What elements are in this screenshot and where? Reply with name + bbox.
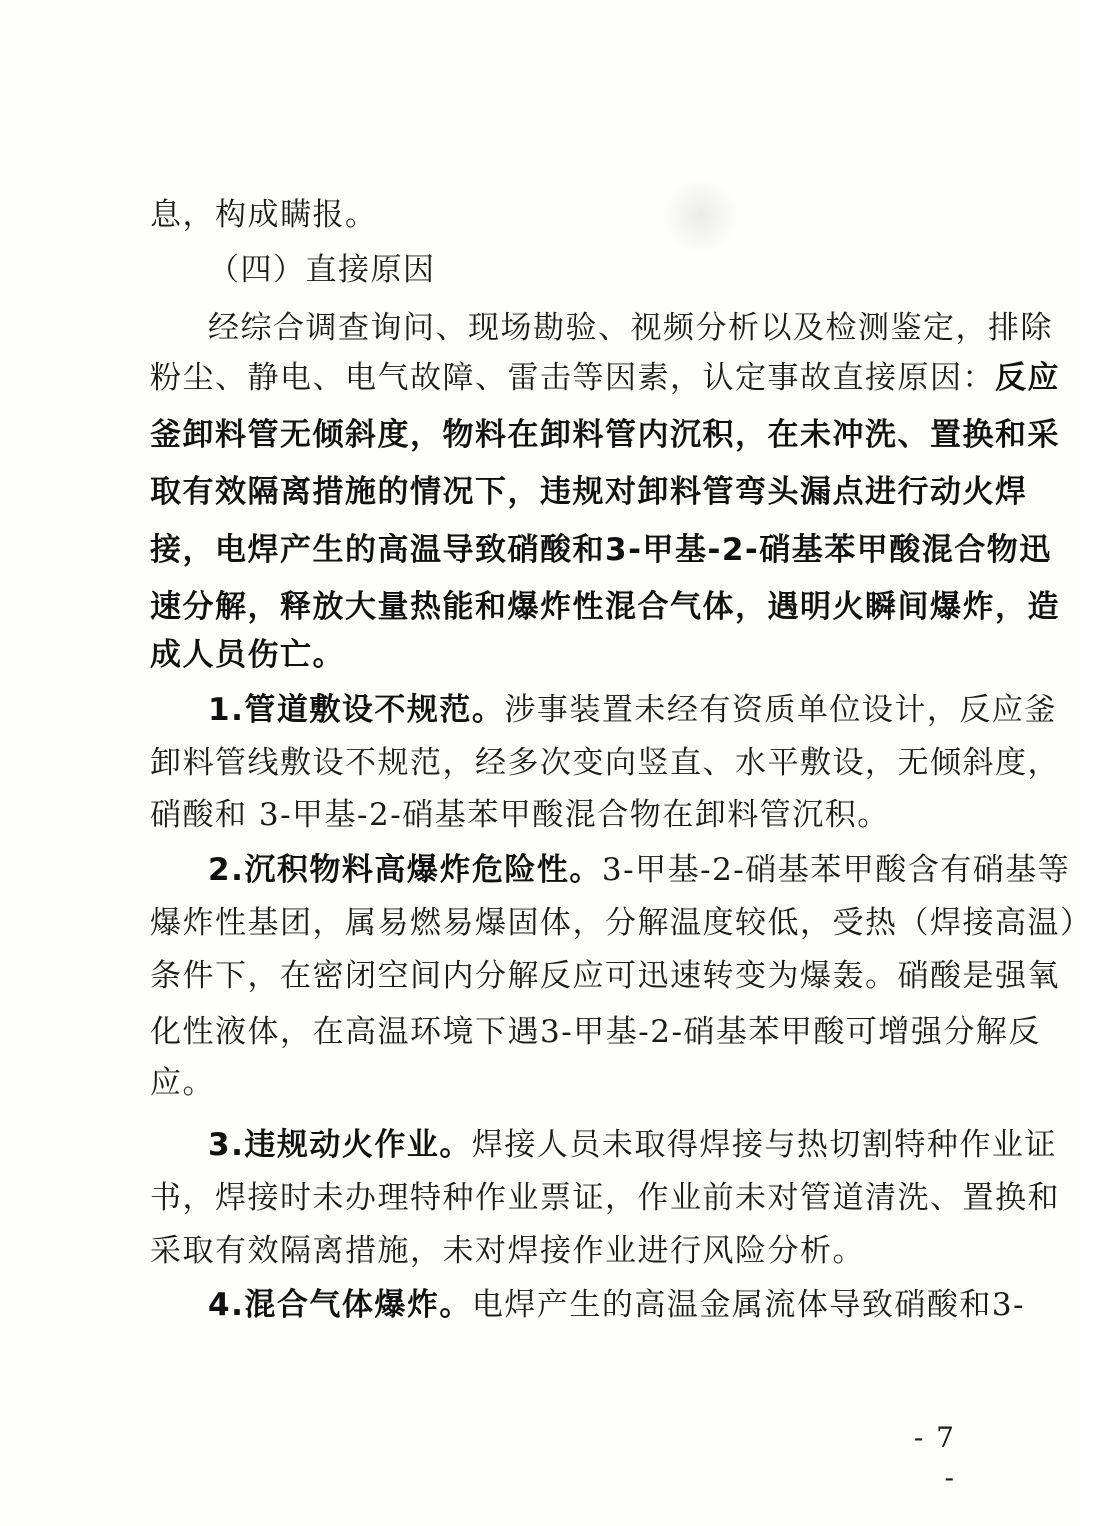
text-line: 采取有效隔离措施，未对焊接作业进行风险分析。 [150,1233,865,1269]
text-line: 釜 卸 料 管 无 倾 斜 度 ， 物 料 在 卸 料 管 内 沉 积 ， 在 未 冲 洗 、 置 换 和 采 [150,417,1060,453]
text-line: 硝酸和 3-甲基-2-硝基苯甲酸混合物在卸料管沉积。 [150,797,890,833]
text-line: 接 ， 电 焊 产 生 的 高 温 导 致 硝 酸 和 3 - 甲 基 - 2 - 硝 基 苯 甲 酸 混 合 物 迅 [150,532,1052,568]
page-number: - 7 - [913,1421,956,1494]
text-line: 化 性 液 体 ， 在 高 温 环 境 下 遇 3 - 甲 基 - 2 - 硝 基 苯 甲 酸 可 增 强 分 解 反 [150,1014,1041,1050]
text-line: 卸 料 管 线 敷 设 不 规 范 ， 经 多 次 变 向 竖 直 、 水 平 敷 设 ， 无 倾 斜 度 ， [150,745,1060,781]
text-line: 成人员伤亡。 [150,637,345,673]
text-line: 应。 [150,1065,215,1101]
text-line: 息，构成瞒报。 [150,197,378,233]
faint-stamp-mark [662,180,740,252]
text-line: 2 . 沉 积 物 料 高 爆 炸 危 险 性 。 3 - 甲 基 - 2 - 硝 基 苯 甲 酸 含 有 硝 基 等 [208,852,1071,888]
text-line: 取 有 效 隔 离 措 施 的 情 况 下 ， 违 规 对 卸 料 管 弯 头 漏 点 进 行 动 火 焊 [150,474,1028,510]
text-line: 3 . 违 规 动 火 作 业 。 焊 接 人 员 未 取 得 焊 接 与 热 切 割 特 种 作 业 证 [208,1127,1057,1163]
text-line: 4 . 混 合 气 体 爆 炸 。 电 焊 产 生 的 高 温 金 属 流 体 导 致 硝 酸 和 3 - [208,1287,1026,1323]
text-line: 速 分 解 ， 释 放 大 量 热 能 和 爆 炸 性 混 合 气 体 ， 遇 明 火 瞬 间 爆 炸 ， 造 [150,589,1060,625]
text-line: 经 综 合 调 查 询 问 、 现 场 勘 验 、 视 频 分 析 以 及 检 测 鉴 定 ， 排 除 [208,310,1053,346]
text-line: 书 ， 焊 接 时 未 办 理 特 种 作 业 票 证 ， 作 业 前 未 对 管 道 清 洗 、 置 换 和 [150,1180,1060,1216]
text-line: （四）直接原因 [208,252,436,288]
text-line: 爆 炸 性 基 团 ， 属 易 燃 易 爆 固 体 ， 分 解 温 度 较 低 ， 受 热 （ 焊 接 高 温 ） [150,905,1093,941]
text-line: 1 . 管 道 敷 设 不 规 范 。 涉 事 装 置 未 经 有 资 质 单 位 设 计 ， 反 应 釜 [208,692,1057,728]
text-line: 条 件 下 ， 在 密 闭 空 间 内 分 解 反 应 可 迅 速 转 变 为 爆 轰 。 硝 酸 是 强 氧 [150,958,1060,994]
text-line: 粉 尘 、 静 电 、 电 气 故 障 、 雷 击 等 因 素 ， 认 定 事 故 直 接 原 因 ： 反 应 [150,360,1060,396]
